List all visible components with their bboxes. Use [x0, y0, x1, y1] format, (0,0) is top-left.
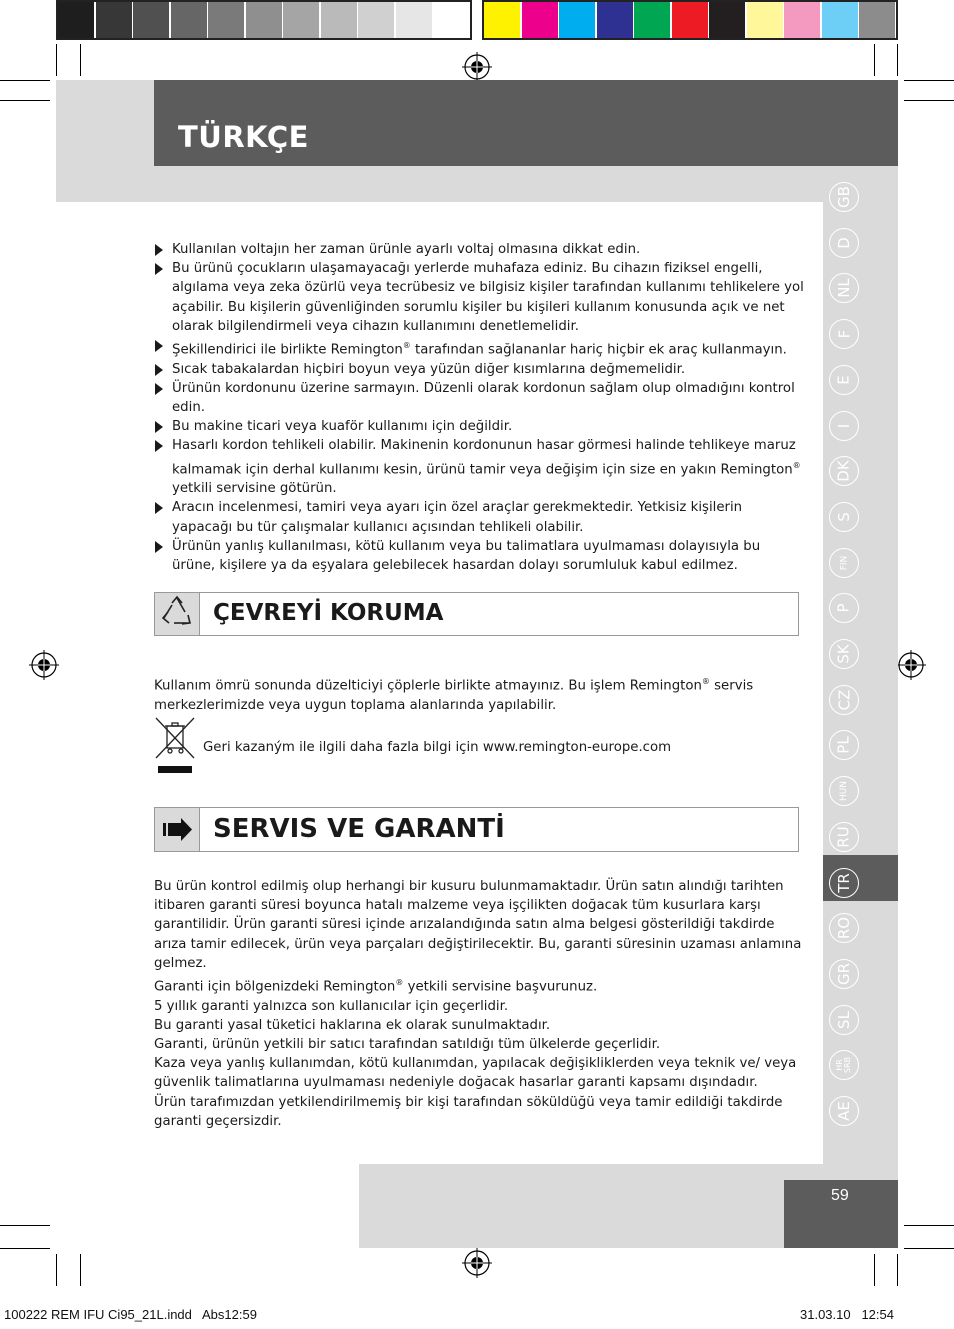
crop-mark — [904, 100, 954, 101]
language-tab-label: SL — [834, 1010, 853, 1029]
calibration-swatch — [672, 2, 708, 38]
language-tab-i[interactable] — [829, 411, 859, 441]
registration-mark-icon — [462, 1248, 492, 1278]
arrow-icon-box — [155, 808, 200, 851]
crop-mark — [56, 1254, 57, 1286]
safety-bullet-list — [154, 240, 804, 575]
language-tab-label: DK — [834, 460, 853, 482]
language-tab-ru[interactable] — [829, 822, 859, 852]
recycling-info-text: Geri kazaným ile ilgili daha fazla bilgi için www.remington-europe.com — [203, 740, 672, 755]
calibration-swatch — [171, 2, 207, 38]
crop-mark — [80, 44, 81, 76]
language-tab-label: P — [834, 603, 853, 613]
language-tab-label: GB — [834, 186, 853, 208]
language-tab-label: S — [835, 512, 853, 522]
crop-mark — [0, 100, 50, 101]
calibration-swatch — [283, 2, 319, 38]
registration-mark-icon — [896, 650, 926, 680]
crop-mark — [904, 1225, 954, 1226]
calibration-swatch — [321, 2, 357, 38]
language-tab-ro[interactable] — [829, 913, 859, 943]
crop-mark — [904, 1248, 954, 1249]
language-tab-label: AE — [835, 1101, 853, 1121]
recycle-icon — [155, 593, 199, 635]
print-slug-file: 100222 REM IFU Ci95_21L.indd Abs12:59 — [4, 1307, 257, 1322]
calibration-swatch — [58, 2, 94, 38]
language-tab-s[interactable] — [829, 502, 859, 532]
calibration-swatch — [597, 2, 633, 38]
calibration-swatch — [133, 2, 169, 38]
list-item: Ürünün yanlış kullanılması, kötü kullanım veya bu talimatlara uyulmaması dolayısıyla bu ürüne, kişilere ya da eşyalara gelebilecek hasardan dolayı sorumluluk kabul edilmez. — [154, 537, 804, 575]
language-tab-label: NL — [834, 278, 853, 299]
environment-paragraph: Kullanım ömrü sonunda düzelticiyi çöplerle birlikte atmayınız. Bu işlem Remington® servis merkezlerimizde veya uygun toplama alanlarında yapılabilir. — [154, 677, 754, 713]
calibration-swatch — [634, 2, 670, 38]
calibration-swatch — [246, 2, 282, 38]
language-tab-sk[interactable] — [829, 639, 859, 669]
list-item: Ürünün kordonunu üzerine sarmayın. Düzenli olarak kordonun sağlam olup olmadığını kontrol edin. — [154, 379, 804, 417]
weee-bin-icon — [154, 716, 196, 774]
environment-section-header — [154, 592, 799, 636]
language-tab-label: PL — [835, 736, 853, 755]
language-tab-label: F — [834, 329, 853, 339]
calibration-swatch — [559, 2, 595, 38]
language-tab-fin[interactable] — [829, 548, 859, 578]
calibration-swatch — [522, 2, 558, 38]
language-tab-label: TR — [835, 872, 853, 893]
list-item: Bu ürünü çocukların ulaşamayacağı yerlerde muhafaza ediniz. Bu cihazın fiziksel engelli, algılama veya zeka özürlü veya tecrübesiz ve bilgisiz kişiler tarafından kullanımı tehlikelere yol açabilir. Bu kişilerin güvenliğinden sorumlu kişiler bu kişileri kullanım konusunda açık ve net olarak bilgilendirmeli veya cihazın kullanımını denetlemelidir. — [154, 259, 804, 336]
language-tab-label: CZ — [835, 689, 853, 711]
language-tab-hun[interactable] — [829, 776, 859, 806]
calibration-swatch — [747, 2, 783, 38]
language-tab-dk[interactable] — [829, 456, 859, 486]
crop-mark — [897, 1254, 898, 1286]
language-tab-label: RU — [835, 826, 853, 848]
language-tab-ae[interactable] — [829, 1096, 859, 1126]
calibration-swatch — [859, 2, 895, 38]
recycle-icon-box — [155, 593, 200, 635]
crop-mark — [56, 44, 57, 76]
language-tab-d[interactable] — [829, 228, 859, 258]
page-title: TÜRKÇE — [178, 120, 309, 154]
warranty-paragraphs: Bu ürün kontrol edilmiş olup herhangi bir kusuru bulunmamaktadır. Ürün satın alındığı tarihten itibaren garanti süresi boyunca hatalı malzeme veya işçilikten doğacak tüm kusurlara karşı garantilidir. Ürün garanti süresi içinde arızalandığında satın alma belgesi gösterildiği takdirde arıza tamir edilecek, ürün veya parçaları değiştirilecektir. Bu, garanti süresinin uzaması anlamına gelmez. Garanti için bölgenizdeki Remington® yetkili servisine başvurunuz. 5 yıllık garanti yalnızca son kullanıcılar için geçerlidir. Bu garanti yasal tüketici haklarına ek olarak sunulmaktadır. Garanti, ürünün yetkili bir satıcı tarafından satıldığı tüm ülkelerde geçerlidir. Kaza veya yanlış kullanımdan, kötü kullanımdan, yapılacak değişikliklerden veya teknik ve/ veya güvenlik talimatlarına uyulmaması nedeniyle doğacak hasarlar garanti kapsamı dışındadır. Ürün tarafımızdan yetkilendirilmemiş bir kişi tarafından söküldüğü veya tamir edildiği takdirde garanti geçersizdir. — [154, 879, 802, 1129]
calibration-swatch — [396, 2, 432, 38]
crop-mark — [0, 80, 50, 81]
calibration-swatch — [484, 2, 520, 38]
arrow-right-icon — [155, 808, 199, 851]
warranty-section-title: SERVIS VE GARANTİ — [213, 814, 505, 844]
print-slug-date: 31.03.10 12:54 — [800, 1307, 894, 1322]
language-tab-label: I — [835, 423, 853, 428]
calibration-swatch — [784, 2, 820, 38]
registration-mark-icon — [462, 52, 492, 82]
language-tab-label: D — [835, 236, 853, 249]
warranty-section-header — [154, 807, 799, 852]
calibration-swatch — [358, 2, 394, 38]
list-item: Bu makine ticari veya kuaför kullanımı için değildir. — [154, 417, 804, 436]
language-tab-label: HUN — [839, 781, 849, 802]
list-item: Kullanılan voltajın her zaman ürünle ayarlı voltaj olmasına dikkat edin. — [154, 240, 804, 259]
registration-mark-icon — [29, 650, 59, 680]
environment-section-title: ÇEVREYİ KORUMA — [213, 600, 444, 626]
page-number-box — [784, 1180, 898, 1248]
crop-mark — [0, 1248, 50, 1249]
list-item: Aracın incelenmesi, tamiri veya ayarı için özel araçlar gerekmektedir. Yetkisiz kişilerin yapacağı bu tür çalışmalar kullanıcı açısından tehlikeli olabilir. — [154, 498, 804, 536]
list-item: Şekillendirici ile birlikte Remington® tarafından sağlananlar hariç hiçbir ek araç kullanmayın. — [154, 336, 804, 360]
list-item: Hasarlı kordon tehlikeli olabilir. Makinenin kordonunun hasar görmesi halinde tehlikeye maruz kalmamak için derhal kullanımı kesin, ürünü tamir veya değişim için size en yakın Remington® yetkili servisine götürün. — [154, 436, 804, 498]
language-tab-label: GR — [834, 962, 853, 985]
calibration-swatch — [709, 2, 745, 38]
crop-mark — [904, 80, 954, 81]
list-item: Sıcak tabakalardan hiçbiri boyun veya yüzün diğer kısımlarına değmemelidir. — [154, 360, 804, 379]
language-tab-label: E — [834, 375, 853, 385]
language-tab-f[interactable] — [829, 319, 859, 349]
calibration-swatch — [433, 2, 469, 38]
page-number: 59 — [831, 1187, 849, 1204]
crop-mark — [0, 1225, 50, 1226]
crop-mark — [897, 44, 898, 76]
crop-mark — [874, 44, 875, 76]
language-tab-gr[interactable] — [829, 959, 859, 989]
language-tab-label: FIN — [838, 555, 849, 570]
language-tab-label: RO — [834, 917, 853, 940]
crop-mark — [80, 1254, 81, 1286]
language-tab-label: HR SRB — [835, 1057, 852, 1074]
language-tab-cz[interactable] — [829, 685, 859, 715]
calibration-swatch — [208, 2, 244, 38]
language-tab-label: SK — [834, 644, 853, 664]
language-tab-tr[interactable] — [829, 868, 859, 898]
language-tab-sl[interactable] — [829, 1005, 859, 1035]
language-tab-e[interactable] — [829, 365, 859, 395]
calibration-swatch — [822, 2, 858, 38]
language-tab-gb[interactable] — [829, 182, 859, 212]
calibration-swatch — [96, 2, 132, 38]
crop-mark — [874, 1254, 875, 1286]
